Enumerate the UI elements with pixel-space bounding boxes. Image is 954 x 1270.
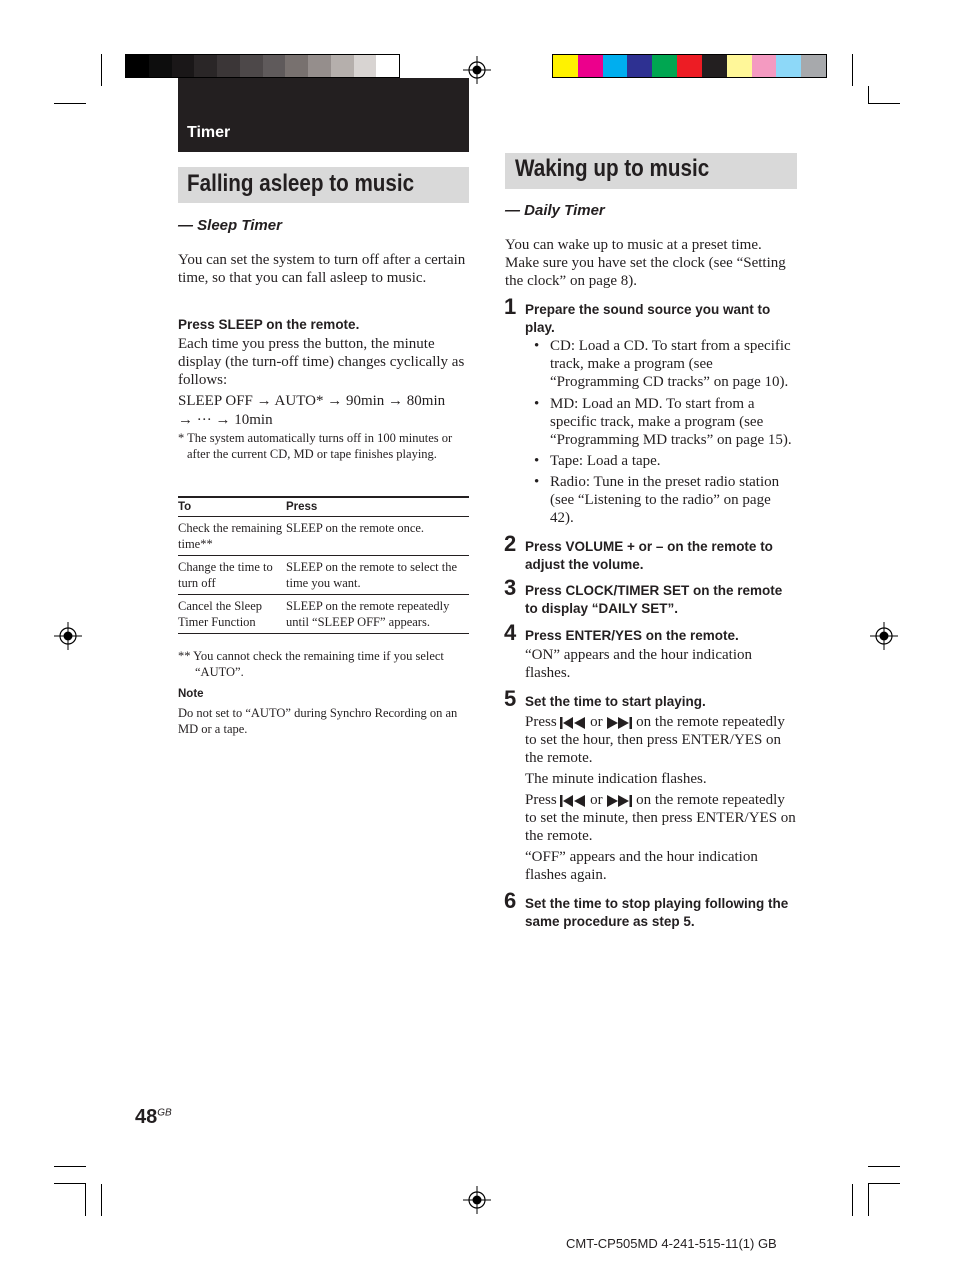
registration-mark-icon	[870, 622, 898, 650]
prev-track-icon	[560, 717, 586, 729]
note-label: Note	[178, 688, 204, 700]
next-track-icon	[606, 795, 632, 807]
grayscale-calibration-bar	[125, 54, 400, 78]
next-track-icon	[606, 717, 632, 729]
table-header-to: To	[178, 497, 286, 517]
crop-mark	[868, 103, 900, 104]
step5-off-text: “OFF” appears and the hour indication flashes again.	[525, 849, 758, 884]
table-header-press: Press	[286, 497, 469, 517]
bullet-item: Tape: Load a tape.	[550, 453, 661, 469]
calibration-swatch	[331, 55, 354, 77]
calibration-swatch	[285, 55, 308, 77]
crop-mark	[868, 1184, 869, 1216]
table-row	[178, 595, 469, 634]
step-number: 2	[504, 531, 517, 556]
bullet-item: Radio: Tune in the preset radio station (see “Listening to the radio” on page 42).	[550, 474, 780, 527]
calibration-swatch	[217, 55, 240, 77]
calibration-swatch	[677, 55, 702, 77]
step-title: Set the time to start playing.	[525, 694, 706, 709]
table-cell: SLEEP on the remote to select the time you want.	[286, 556, 469, 595]
step-number: 3	[504, 575, 517, 600]
color-calibration-bar	[552, 54, 827, 78]
calibration-swatch	[126, 55, 149, 77]
crop-mark	[85, 1184, 86, 1216]
left-instruction: Press SLEEP on the remote.	[178, 317, 360, 332]
or-word: or	[590, 714, 603, 730]
calibration-swatch	[603, 55, 628, 77]
step-title: Press ENTER/YES on the remote.	[525, 628, 739, 643]
crop-mark	[852, 54, 853, 86]
calibration-swatch	[801, 55, 826, 77]
table-row	[178, 556, 469, 595]
crop-mark	[54, 103, 86, 104]
page-number-value: 48	[135, 1106, 158, 1128]
crop-mark	[868, 86, 869, 104]
bullet-dot: •	[534, 338, 540, 354]
step-number: 4	[504, 620, 517, 645]
bullet-item: CD: Load a CD. To start from a specific track, make a program (see “Programming CD tracks” on page 10).	[550, 338, 791, 391]
step-number: 6	[504, 888, 517, 913]
calibration-swatch	[776, 55, 801, 77]
right-intro: You can wake up to music at a preset time. Make sure you have set the clock (see “Setting the clock” on page 8).	[505, 237, 786, 290]
calibration-swatch	[240, 55, 263, 77]
calibration-swatch	[149, 55, 172, 77]
right-subtitle: — Daily Timer	[505, 202, 605, 219]
crop-mark	[54, 1166, 86, 1167]
step-number: 5	[504, 686, 517, 711]
press-word: Press	[525, 714, 557, 730]
calibration-swatch	[702, 55, 727, 77]
sleep-footnote: * The system automatically turns off in 100 minutes or after the current CD, MD or tape finishes playing.	[178, 431, 453, 461]
bullet-dot: •	[534, 396, 540, 412]
step-title: Prepare the sound source you want to play.	[525, 302, 771, 335]
table-cell: Change the time to turn off	[178, 556, 286, 595]
table-cell: Check the remaining time**	[178, 517, 286, 556]
step4-text: “ON” appears and the hour indication flashes.	[525, 647, 752, 682]
note-text: Do not set to “AUTO” during Synchro Recording on an MD or a tape.	[178, 706, 458, 736]
step-number: 1	[504, 294, 517, 319]
table-cell: SLEEP on the remote once.	[286, 517, 469, 556]
bullet-item: MD: Load an MD. To start from a specific track, make a program (see “Programming MD tracks” on page 15).	[550, 396, 792, 449]
calibration-swatch	[194, 55, 217, 77]
sleep-cycle-line1: SLEEP OFF → AUTO* → 90min → 80min	[178, 393, 446, 409]
bullet-dot: •	[534, 453, 540, 469]
page-number	[135, 1106, 172, 1129]
bullet-dot: •	[534, 474, 540, 490]
calibration-swatch	[376, 55, 399, 77]
left-explain: Each time you press the button, the minute display (the turn-off time) changes cyclically as follows:	[178, 336, 465, 389]
registration-mark-icon	[463, 1186, 491, 1214]
step5-hour-rest: on the remote repeatedly to set the hour, then press ENTER/YES on the remote.	[525, 714, 785, 767]
step-title: Press VOLUME + or – on the remote to adjust the volume.	[525, 539, 773, 572]
remaining-time-footnote: ** You cannot check the remaining time if you select “AUTO”.	[178, 649, 444, 679]
calibration-swatch	[553, 55, 578, 77]
crop-mark	[868, 1166, 900, 1167]
calibration-swatch	[627, 55, 652, 77]
calibration-swatch	[308, 55, 331, 77]
model-code: CMT-CP505MD 4-241-515-11(1) GB	[566, 1236, 777, 1251]
calibration-swatch	[354, 55, 377, 77]
step-title: Press CLOCK/TIMER SET on the remote to display “DAILY SET”.	[525, 583, 783, 616]
prev-track-icon	[560, 795, 586, 807]
step5-minute-rest: on the remote repeatedly to set the minute, then press ENTER/YES on the remote.	[525, 792, 796, 845]
calibration-swatch	[172, 55, 195, 77]
crop-mark	[868, 1183, 900, 1184]
step5-hour-text	[525, 713, 797, 768]
sleep-cycle-line2: → ··· → 10min	[178, 412, 273, 428]
left-subtitle: — Sleep Timer	[178, 217, 282, 234]
step5-minute-set-text	[525, 791, 797, 846]
sleep-timer-table	[178, 496, 469, 634]
table-row	[178, 517, 469, 556]
right-title: Waking up to music	[515, 155, 710, 182]
calibration-swatch	[727, 55, 752, 77]
or-word: or	[590, 792, 603, 808]
calibration-swatch	[652, 55, 677, 77]
step-title: Set the time to stop playing following the same procedure as step 5.	[525, 896, 789, 929]
left-intro: You can set the system to turn off after a certain time, so that you can fall asleep to music.	[178, 252, 466, 287]
table-cell: SLEEP on the remote repeatedly until “SLEEP OFF” appears.	[286, 595, 469, 634]
calibration-swatch	[578, 55, 603, 77]
press-word: Press	[525, 792, 557, 808]
calibration-swatch	[263, 55, 286, 77]
registration-mark-icon	[54, 622, 82, 650]
crop-mark	[101, 54, 102, 86]
crop-mark	[852, 1184, 853, 1216]
step5-minute-text: The minute indication flashes.	[525, 771, 707, 787]
section-label: Timer	[187, 124, 231, 141]
crop-mark	[101, 1184, 102, 1216]
crop-mark	[54, 1183, 86, 1184]
calibration-swatch	[752, 55, 777, 77]
table-cell: Cancel the Sleep Timer Function	[178, 595, 286, 634]
page-suffix: GB	[157, 1107, 172, 1119]
left-title: Falling asleep to music	[187, 170, 415, 197]
